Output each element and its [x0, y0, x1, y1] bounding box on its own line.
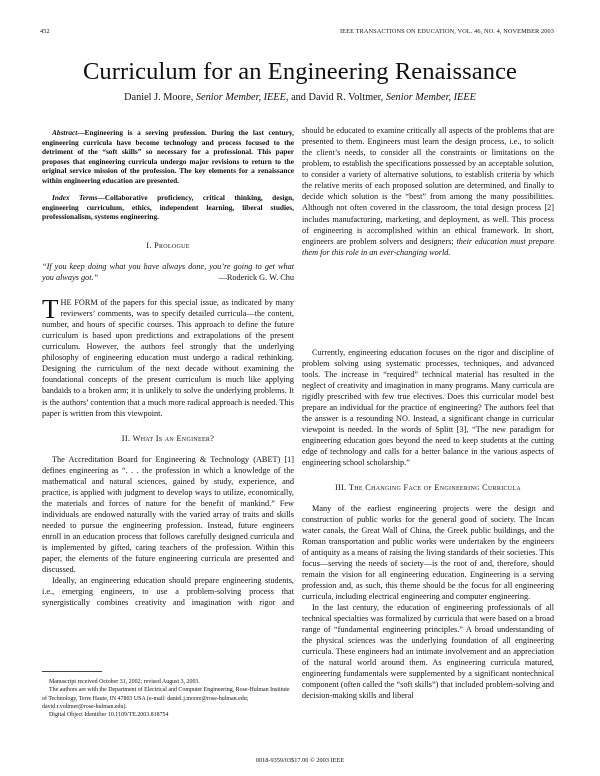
abstract-text: —Engineering is a serving profession. During the last century, engineering curricula have become technology and process focused to the detriment of the “soft skills” so necessary for a professional. This paper proposes that engineering curricula undergo major revisions to return to the original service mission of the profession. The key elements for a renaissance within engineering education are presented. [42, 128, 294, 185]
section-2-para2-italic: their education must prepare them for this role in an ever-changing world. [302, 236, 554, 257]
section-3-paragraph-2: In the last century, the education of engineering professionals of all technical specialties was formalized by curricula that were based on a broad range of “fundamental engineering principles.” A broad understanding of the physical sciences was the underlying foundation of all engineering curricula. These engineers had an intimate involvement and an appreciation of the natural world around them. As engineering curricula matured, engineering fundamentals were supplemented by a significant nontechnical component (often called the “soft skills”) that included problem-solving and decision-making skills and liberal [302, 602, 554, 701]
section-1-para-text: HE FORM of the papers for this special issue, as indicated by many reviewers’ comments, was to specify detailed curricula—the content, number, and hours of specific courses. This approach to define the future curriculum is based upon predictions and extrapolations of the present curriculum. However, the authors feel strongly that the underlying philosophy of engineering education must undergo a radical rethinking. Designing the curriculum of the next decade without examining the foundational concepts of the present curriculum is much like applying bandaids to a broken arm; it is unlikely to solve the underlying problems. It is the authors’ contention that a much more radical approach is needed. This paper is written from this viewpoint. [42, 298, 294, 418]
right-column [302, 125, 554, 701]
section-1-title: Prologue [154, 240, 190, 250]
drop-cap: T [42, 294, 59, 325]
section-2-paragraph-2-cont [302, 125, 554, 347]
abstract [42, 128, 294, 185]
section-2-numeral: II. [121, 433, 131, 443]
index-terms-text: —Collaborative proficiency, critical thinking, design, engineering curriculum, ethics, independent learning, liberal studies, professionalism, systems engineering. [42, 193, 294, 222]
footnote [42, 678, 294, 719]
epigraph: “If you keep doing what you have always done, you’re going to get what you always got.” [42, 261, 294, 283]
copyright-line: 0018-9359/03$17.00 © 2003 IEEE [255, 757, 345, 764]
section-1-heading [42, 240, 294, 251]
section-3-paragraph-1: Many of the earliest engineering projects were the design and construction of public works for the general good of society. The Incan water canals, the Great Wall of China, the Greek public buildings, and the Roman transportation and public works were undertaken by the engineers of antiquity as a means of raising the living standards of their societies. This focus—serving the needs of society—is the root of and, therefore, should remain the vision for all engineering education. Engineering is a serving profession and, as such, this theme should be the focus for all engineering curricula, including electrical engineering and computer engineering. [302, 503, 554, 601]
journal-header: IEEE TRANSACTIONS ON EDUCATION, VOL. 46, NO. 4, NOVEMBER 2003 [339, 28, 554, 35]
author-line [0, 92, 600, 103]
section-3-title: The Changing Face of Engineering Curricula [348, 482, 522, 492]
section-3-numeral: III. [334, 482, 347, 492]
epigraph-block [42, 261, 294, 283]
section-2-para2-text-cont: should be educated to examine critically all aspects of the problems that are presented to them. Engineers must learn the design process, i.e., to solicit the client’s needs, to consider all the constraints or limitations on the problem, to establish the specifications possessed by an acceptable solution, to consider a variety of alternative solutions, to establish criteria by which the relative merits of each proposed solution are determined, and finally to decide which solution is the “best” from among the many possibilities. Although not often covered in the classroom, the total design process [2] includes manufacturing, marketing, and deployment, as well. This process of engineering is accomplished within an ethical framework. In short, engineers are problem solvers and designers; [302, 126, 554, 246]
footnote-rule [42, 671, 102, 672]
section-2-paragraph-1: The Accreditation Board for Engineering & Technology (ABET) [1] defines engineering as “. . . the profession in which a knowledge of the mathematical and natural sciences, gained by study, experience, and practice, is applied with judgment to develop ways to utilize, economically, the materials and forces of nature for the benefit of mankind.” Few individuals are endowed naturally with the varied array of traits and skills needed to pursue the engineering profession. Instead, future engineers enroll in an education process that follows carefully designed curricula and is implemented by gifted, caring teachers of the profession. Within this paper, the elements of the future engineering curricula are presented and discussed. [42, 454, 294, 575]
page-number: 452 [40, 28, 50, 35]
epigraph-author: —Roderick G. W. Chu [218, 273, 294, 283]
section-2-para2-cont-inner [302, 125, 554, 258]
section-2-title: What Is an Engineer? [132, 433, 215, 443]
section-2-paragraph-2-start [42, 575, 294, 608]
section-2-para2-text: Ideally, an engineering education should prepare engineering students, i.e., emerging engineers, to use a problem-solving process that synergistically combines creativity and imagination with rigor and [42, 576, 294, 608]
section-3-heading [302, 482, 554, 493]
abstract-label: Abstract [52, 128, 78, 137]
author-1-role: Senior Member, IEEE, [195, 92, 289, 103]
footnote-doi: Digital Object Identifier 10.1109/TE.2003.818754 [49, 712, 169, 719]
index-terms [42, 193, 294, 222]
author-1-name: Daniel J. Moore, [124, 92, 194, 103]
paper-title: Curriculum for an Engineering Renaissance [82, 58, 518, 85]
footnote-affiliation: The authors are with the Department of Electrical and Computer Engineering, Rose-Hulman Institute of Technology, Terre Haute, IN 47803 USA (e-mail: daniel.j.moore@rose-hulman.edu; david.r.voltmer@rose-hulman.edu). [42, 687, 290, 710]
index-terms-label: Index Terms [52, 193, 98, 203]
section-1-paragraph [42, 294, 294, 419]
author-2-role: Senior Member, IEEE [385, 92, 476, 103]
section-1-numeral: I. [146, 240, 152, 250]
author-2-name: and David R. Voltmer, [291, 92, 384, 103]
footnote-received: Manuscript received October 31, 2002; revised August 3, 2003. [49, 679, 200, 685]
left-column [42, 128, 294, 608]
section-2-heading [42, 433, 294, 444]
section-2-paragraph-3: Currently, engineering education focuses on the rigor and discipline of problem solving using systematic processes, techniques, and advanced tools. The increase in “required” technical material has resulted in the neglect of creativity and imagination in many programs. Many curricula are rigidly prescribed with few true electives. Does this curricular model best prepare an individual for the practice of engineering? The authors feel that the answer is a resounding NO. Instead, a significant change in curricular viewpoint is needed. In the words of Splitt [3], “The new paradigm for engineering education goes beyond the need to keep students at the cutting edge of technology and calls for a better balance in the various aspects of engineering school scholarship.” [302, 348, 554, 468]
